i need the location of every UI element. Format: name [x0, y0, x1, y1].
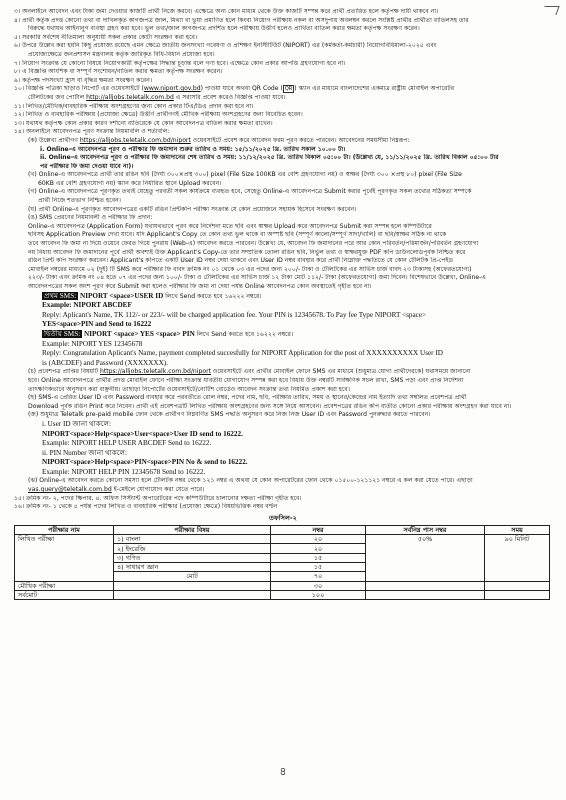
subject-name: ৩) গণিত	[114, 553, 271, 562]
written-exam-label: লিখিত পরীক্ষা	[15, 535, 114, 581]
table-row	[15, 535, 550, 544]
sms-paragraph-line: মোবাইল নম্বরের মাধ্যমে ০২ (দুই) টি SMS করে পরীক্ষার ফি বাবদ ক্রমিক নং ০১ থেকে ০৩ এর পদের জন্য ২০০/- টাকা ও টেলিটকের এর সার্ভিস চার্জ বাবদ ২৩ টাকাসহ (অফেরতযোগ্য)	[28, 265, 472, 273]
marks-distribution-table	[14, 525, 550, 600]
clause-line: প্রযোজ্যক্ষেত্রে জনপ্রশাসন মন্ত্রণালয় কর্তৃক জারিকৃত বিধি-বিধান প্রযোজ্য হবে।	[28, 50, 215, 58]
help-user-command-text: NIPORT<space>Help<space>User<space>User ID send to 16222.	[42, 429, 243, 438]
clause-10b-text-2: এ সরাসরি প্রবেশ করেও বিজ্ঞপ্তি পাওয়া যাবে।	[173, 93, 286, 101]
help-pin-command-text: NIPORT<space>Help<space>PIN<space>PIN No & send to 16222.	[42, 458, 248, 467]
deadline-start: i. Online-এ আবেদনপত্র পূরণ ও পরীক্ষার ফি জমাদান শুরুর তারিখ ও সময়: ১৫/১১/২০২৫ খ্রি. তারিখ সকাল ১০.০০ টা।	[40, 145, 346, 153]
sms2-reply: Reply: Congratulation Aplicant's Name, payment completed succesfully for NIPORT Application for the post of XXXXXXXXXX User ID	[42, 349, 443, 358]
pass-mark: ৫০%	[366, 535, 485, 581]
header-pass-mark: সর্বনিম্ন পাস নম্বর	[366, 525, 485, 534]
sub-clause-line: (খ) Online-এ আবেদনপত্রে প্রার্থী তার রঙিন ছবি (দৈর্ঘ্য ৩০০×প্রস্থ ৩০০) pixel (File Size 100KB এর বেশি গ্রহণযোগ্য নয়) ও স্বাক্ষর (দৈর্ঘ্য ৩০০ ×প্রস্থ ৮০) pixel (File Size	[28, 171, 462, 179]
sms1-example	[14, 301, 552, 311]
clause-line: ১২। লিখিত ও ব্যবহারিক পরীক্ষায় (প্রযোজ্য ক্ষেত্রে) উত্তীর্ণ প্রার্থীগণই মৌখিক পরীক্ষায় অংশগ্রহণের জন্য বিবেচিত হবেন।	[14, 111, 303, 119]
clauses-kha-to-nga	[14, 171, 552, 223]
viva-label: মৌখিক পরীক্ষা	[15, 581, 114, 590]
sub-clause-line: (ছ) SMS-এ প্রেরিত User ID এবং Password ব্যবহার করে পরবর্তীতে রোল নম্বর, পদের নাম, ছবি, পরীক্ষার তারিখ, সময় ও স্থানের/কেন্দ্রের নাম ইত্যাদি তথ্য সম্বলিত প্রবেশপত্র প্রার্থী	[28, 394, 467, 402]
sub-clause-line: প্রার্থী নিজে শতভাগ নিশ্চিত হবেন।	[38, 197, 121, 205]
clause-10b-text: টেলিটকের জব পোর্টাল	[28, 93, 87, 101]
table-row	[15, 581, 550, 590]
clauses-3-to-9	[14, 8, 552, 85]
grand-total-marks: ১০০	[271, 590, 366, 599]
sms-paragraph-line: নয় বিধায় আবেদন ফি জমাদানের পূর্বে প্রার্থী অবশ্যই উক্ত Applicant's Copy-তে তার সম্প্রতিক তোলা রঙিন ছবি, নির্ভুল তথ্য ও স্বাক্ষরযুক্ত PDF কপি ডাউনলোডপূর্বক নিশ্চিত করে	[28, 248, 466, 256]
sms2-tail: লিখে Send করতে হবে ১৬২২২ নম্বরে।	[196, 330, 294, 338]
sms-paragraph-line: আবেদনপত্রের সকল অংশ পূরণ করে Submit করা হলেও পরীক্ষার ফি জমা না দেয়া পর্যন্ত Online আবেদনপত্র কোন অবস্থাতেই গৃহীত হবে না।	[28, 283, 372, 290]
clause-line: ১৫। ক্রমিক নং- ২, পদের ক্ষিপার, ৪. অফিস সিস্ট্যান্ট অপারেটরের পদে কম্পিউটারে চালানোর দক্ষতা পরীক্ষা গৃহীত হবে।	[14, 494, 302, 502]
clause-ch	[14, 368, 552, 377]
table-row	[15, 590, 550, 599]
header-marks: নম্বর	[271, 525, 366, 534]
clause-line: ৫। সরকারি সর্বশেষ নীতিমালা অনুযায়ী সকল প্রকার কোটা সংরক্ষণ করা হবে।	[14, 33, 198, 41]
clause-j-i: i. User ID জানা থাকলে:	[42, 419, 112, 428]
clause-j-ii: ii. PIN Number জানা থাকলে:	[42, 448, 128, 457]
subject-marks: ১৫	[271, 563, 366, 572]
grand-total-pass	[366, 590, 485, 599]
grand-total-duration	[485, 590, 550, 599]
clause-line: ১৬। ক্রমিক নং- ১ থেকে ৫ পর্যন্ত পদের লিখিত ও ব্যবহারিক পরীক্ষার (প্রযোজ্য ক্ষেত্রে) বিষয়ভিত্তিক নম্বর বণ্টন	[14, 503, 278, 511]
viva-subject	[114, 581, 271, 590]
deadline-end: ii. Online-এ আবেদনপত্র পূরণ ও পরীক্ষার ফি জমাদানের শেষ তারিখ ও সময়: ১১/১২/২০২৫ খ্রি. তারিখ বিকাল ০৫:০০ টা। (উল্লেখ্য যে, ১১/১১/২০২৫ খ্রি. তারিখ বিকাল ০৫:০০ টার	[40, 154, 499, 162]
clause-ka-text: (ক) উল্লেখ্য প্রার্থীগণ	[28, 136, 80, 144]
clause-line: ১৪। অনলাইনে আবেদনপত্র পূরণ সংক্রান্ত নিয়মাবলি ও শর্তাবলি:	[14, 128, 170, 136]
viva-duration	[485, 581, 550, 590]
sms-paragraph-line: ২২৩/- টাকা এবং ক্রমিক নং ০৪ হতে ০৭ এর পদের জন্য ১০০/- টাকা ও টেলিটকের এর সার্ভিস চার্জ ১২ টাকা মোট ১১২/- টাকা (অফেরতযোগ্য) জমা দিবেন। বিশেষভাবে উল্লেখ্য, Online-এ	[28, 274, 486, 282]
clause-line: ৮। এ বিজ্ঞপ্তি আংশিক বা সম্পূর্ণ সংশোধন/বাতিল করার ক্ষমতা কর্তৃপক্ষ সংরক্ষণ করেন।	[14, 68, 223, 76]
clause-line: ১১। লিখিত/মৌখিক/ব্যবহারিক পরীক্ষায় অংশগ্রহণের জন্য কোন প্রকার টিএ/ডিএ প্রদান করা হবে না।	[14, 102, 254, 110]
sms1-reply-2	[14, 320, 552, 330]
subject-marks: ১৫	[271, 553, 366, 562]
sub-clause-line: 60KB এর বেশি গ্রহণযোগ্য নয়) স্ক্যান করে নির্ধারিত স্থানে Upload করবেন।	[38, 179, 222, 187]
clause-10	[14, 85, 552, 94]
help-user-example: Example: NIPORT HELP USER ABCDEF Send to 16222.	[42, 439, 212, 448]
sms1-line	[14, 292, 552, 302]
grand-total-label: সর্বমোট	[15, 590, 114, 599]
sms1-tail: লিখে Send করতে হবে ১৬২২২ নম্বরে।	[165, 292, 262, 300]
sms1-tag: প্রথম SMS:	[44, 291, 77, 300]
clause-chh	[14, 394, 552, 411]
sms2-tag: দ্বিতীয় SMS:	[44, 329, 81, 338]
clause-ch-text: (চ) প্রবেশপত্র প্রাপ্তির বিষয়টি	[28, 368, 100, 376]
total-marks: ৭০	[271, 572, 366, 581]
clause-ch-text-2: ওয়েবসাইটে এবং প্রার্থীর মোবাইল ফোনে SMS এর মাধ্যমে (শুধুমাত্র যোগ্য প্রার্থীদেরকে) যথাসময়ে জানানো	[210, 368, 471, 376]
sms-paragraph-line: রঙিন প্রিন্ট কপি সংরক্ষণ করবেন। Applicant's কপিতে একটি User ID নম্বর দেয়া থাকবে এবং User ID নম্বর ব্যবহার করে প্রার্থী নিম্নোক্ত পদ্ধতিতে যে কোন টেলিটক প্রি-পেইড	[28, 257, 454, 265]
clause-j: (জ) শুধুমাত্র Teletalk pre-paid mobile ফোন থেকে প্রার্থীগণ নিম্নবর্ণিত SMS পদ্ধতি অনুসরণ করে নিজ নিজ User ID এবং Password পুনরুদ্ধার করতে পারবেন।	[28, 411, 431, 419]
sms2-example: Example: NIPORT YES 12345678	[42, 339, 143, 348]
subject-name: ১) বাংলা	[114, 535, 271, 544]
sms-paragraph-line: ছবিসহ Application Preview দেখা যাবে। যদি Applicant's Copy তে কোন তথ্য ভুল থাকে বা অস্পষ্ট ছবি (সম্পূর্ণ কালো/সম্পূর্ণ সাদা/খালি) বা ছবি/স্বাক্ষর সঠিক না থাকে	[28, 231, 447, 239]
sms2-command: NIPORT <space> YES <space> PIN	[84, 329, 195, 338]
clause-line: ৭। নিয়োগ সংক্রান্ত যে কোনো বিষয়ে নিয়োগকারী কর্তৃপক্ষের সিদ্ধান্ত চূড়ান্ত বলে গণ্য হবে। এক্ষেত্রে কোন প্রকার আপত্তি গ্রহণযোগ্য হবে না।	[14, 59, 346, 67]
clause-jh-cont	[14, 486, 552, 495]
clause-ch-cont	[14, 377, 552, 394]
clause-10-cont	[14, 94, 552, 103]
admit-card-link[interactable]: https://alljobs.teletalk.com.bd/niport	[99, 368, 211, 376]
clause-10-text: ১০। বিজ্ঞপ্তি পত্রিকা ছাড়াও নিপোর্ট এর ওয়েবসাইটে (	[14, 85, 144, 93]
clause-line: বিরুদ্ধে যথাযথ আইনানুগ ব্যবস্থা গ্রহণ করা হবে। ভুল তথ্য/জাল কাগজপত্র প্রদর্শিত হলে পরীক্ষায় উত্তীর্ণ হলেও প্রার্থিতা বাতিল করার ক্ষমতা কর্তৃপক্ষ সংরক্ষণ করেন।	[28, 25, 420, 33]
viva-marks: ৩০	[271, 581, 366, 590]
viva-pass	[366, 581, 485, 590]
sub-clause-line: (গ) Online-এ আবেদনপত্রে পূরণকৃত তথ্যই যেহেতু পরবর্তী সকল কার্যক্রমে ব্যবহৃত হবে, সেহেতু Online-এ আবেদনপত্রে Submit করার পূর্বেই পূরণকৃত সকল তথ্যের সঠিকতা সম্পর্কে	[28, 188, 472, 196]
duration: ৯০ মিনিট	[485, 535, 550, 581]
sms1-reply-2-text: YES<space>PIN and Send to 16222	[42, 320, 152, 329]
deadline-end-cont: পর পরীক্ষার ফি জমা দেওয়া যাবে না)।	[40, 162, 134, 170]
header-subject: পরীক্ষার বিষয়	[114, 525, 271, 534]
clause-line: ১৩। যথাযথ কর্তৃপক্ষ কোন প্রকার কারণ দর্শানো ব্যতিরেকে যে কোন আবেদনপত্র বাতিল করার ক্ষমতা রাখেন।	[14, 119, 273, 127]
clauses-15-16	[14, 495, 552, 512]
sub-clause-line: হবে। Online আবেদনপত্রে প্রার্থীর প্রদত্ত মোবাইল ফোনে পরীক্ষা সংক্রান্ত যাবতীয় যোগাযোগ সম্পন্ন করা হবে বিধায় উক্ত নম্বরটি সার্বক্ষণিক সচল রাখা, SMS পড়া এবং প্রাপ্ত নির্দেশনা	[28, 376, 464, 384]
sms2-reply-2: is (ABCDEF) and Password (XXXXXXX).	[42, 358, 168, 367]
clause-line: ৩। অনলাইনে আবেদন এবং টাকা জমা দেওয়ার কাজটি প্রার্থী নিজে করবে। এক্ষেত্রে অন্য কোন মাধ্যম থেকে উক্ত কাজটি সম্পন্ন করে প্রার্থী প্রতারিত হলে কর্তৃপক্ষ দায়ী থাকবে না।	[14, 8, 439, 15]
clauses-11-to-14	[14, 103, 552, 137]
sms1-reply: Reply: Aplicant's Name, TK 112/- or 223/- will be charged application fee. Your PIN is 12345678. To Pay fee Type NIPORT <space>	[42, 310, 427, 319]
sms2-line	[14, 330, 552, 340]
help-pin-example: Example: NIPORT HELP PIN 12345678 Send to 16222.	[42, 467, 206, 476]
clause-10-text-3: ) স্ক্যান এর মাধ্যমে বাংলাদেশের একমাত্র রাষ্ট্রীয় মোবাইল অপারেটর	[294, 85, 455, 93]
grand-total-subject	[114, 590, 271, 599]
niport-alljobs-link[interactable]: https://alljobs.teletalk.com.bd/niport	[79, 136, 191, 144]
page-corner-mark	[541, 6, 559, 15]
sms-paragraph-line: তবে আবেদন ফি জমা না দিয়ে ওয়েবে ফেরত গিয়ে পুনরায় (Web-এ) আবেদন করতে পারবেন। উল্লেখ্য যে, আবেদন ফি জমাদানের পরে আর কোন পরিবর্তন/পরিমার্জন/পরিবর্তন গ্রহণযোগ্য	[28, 240, 479, 248]
clause-10-text-2: ) পাওয়া যাবে অথবা QR Code (	[200, 85, 283, 93]
help-user-command	[14, 430, 552, 440]
subject-marks: ২০	[271, 544, 366, 553]
sms-instructions-paragraph	[14, 223, 552, 292]
clause-jh-text-2: ই-মেইলে যোগাযোগ করা যেতে পারে।	[111, 486, 205, 494]
qr-code-icon: QR	[284, 86, 293, 93]
help-pin-command	[14, 458, 552, 468]
teletalk-alljobs-link[interactable]: http://alljobs.teletalk.com.bd	[86, 93, 174, 101]
table-title: তফসিল-২	[269, 513, 297, 522]
clause-line: ৪। প্রার্থী কর্তৃক প্রদত্ত কোনো তথ্য বা দাখিলকৃত কাগজপত্র জাল, মিথ্যা বা ভুয়া প্রমাণিত হলে কিংবা নিয়োগ পরীক্ষায় নকল বা অসদুপায় অবলম্বন করলে সংশ্লিষ্ট প্রার্থীর প্রার্থীতা বাতিলসহ তার	[14, 16, 469, 24]
clause-ka	[14, 137, 552, 146]
clause-line: ৬। উপরে উল্লেখ করা হয়নি কিছু প্রযোজ্য রয়েছে এমন ক্ষেত্রে জাতীয় জনসংখ্যা গবেষণা ও প্রশিক্ষণ ইনস্টিটিউট (NIPORT) এর (কর্মকর্তা-কর্মচারী) নিয়োগবিধিমালা-২০২৫ এবং	[14, 42, 437, 50]
subject-name: ২) ইংরেজি	[114, 544, 271, 553]
support-email-link[interactable]: vas.query@teletalk.com.bd	[28, 486, 112, 494]
sub-clause-line: তাৎক্ষণিকভাবে অনুসরণ করা বাঞ্ছনীয়। তাছাড়া নিপোর্টের ওয়েবসাইটে/নোটিশ বোর্ডেও আবেদন সংক্রান্ত তথ্য নিয়মিত প্রকাশ করা হবে।	[28, 385, 350, 393]
header-exam-name: পরীক্ষার নাম	[15, 525, 114, 534]
clause-ka-text-2: ওয়েবসাইটে প্রবেশ করে আবেদন ফরম পূরণ করতে পারবেন। আবেদনের সময়সীমা নিম্নরূপ:	[190, 136, 410, 144]
sms1-command: NIPORT <space>USER ID	[80, 291, 164, 300]
page-number: ৪	[279, 765, 287, 778]
sub-clause-line: (ঙ) SMS প্রেরণের নিয়মাবলী ও পরীক্ষার ফি প্রদান:	[28, 214, 153, 222]
clause-line: ৯। কর্তৃপক্ষ পদসংখ্যা হ্রাস বা বৃদ্ধির ক্ষমতা সংরক্ষণ করেন।	[14, 76, 153, 84]
sms1-example-text: Example: NIPORT ABCDEF	[42, 301, 132, 310]
subject-marks: ২০	[271, 535, 366, 544]
clause-jh: (ঝ) Online-এ আবেদন করতে কোনো সমস্যা হলে টেলিটক নম্বর থেকে ১২১ নম্বর এ অথবা যে কোন অপারেটরের ফোন থেকে ০১৫০০-১২১১২১ নম্বরে এ কল করা যেতে পারে। এছাড়া	[28, 477, 473, 485]
header-duration: সময়	[485, 525, 550, 534]
table-header-row	[15, 525, 550, 534]
sub-clause-line: Download পূর্বক রঙিন Print করে নিবেন। প্রার্থী এই প্রবেশপত্রটি লিখিত পরীক্ষায় অংশগ্রহণের জন্য সঙ্গে নিয়ে আসবেন। প্রবেশপত্রের রঙিন কপি ব্যতীত কোনো প্রকার পরীক্ষায় অংশগ্রহণ করা যাবে না।	[28, 402, 512, 410]
sms-paragraph-line: Online-এ আবেদনপত্র (Application Form) যথাযথভাবে পূরণ করে নির্দেশনা মতে ছবি এবং স্বাক্ষর Upload করে আবেদনপত্র Submit করা সম্পন্ন হলে কম্পিউটারে	[28, 222, 432, 230]
subject-name: ৪) সাধারণ জ্ঞান	[114, 563, 271, 572]
total-label: মোট	[114, 572, 271, 581]
niport-website-link[interactable]: www.niport.gov.bd	[143, 85, 201, 93]
sub-clause-line: (ঘ) প্রার্থী Online-এ পূরণকৃত আবেদনপত্রের একটি রঙিন প্রিন্টকপি পরীক্ষা সংক্রান্ত যে কোন প্রয়োজনে সহায়ক হিসেবে সংরক্ষণ করবেন।	[28, 205, 357, 213]
